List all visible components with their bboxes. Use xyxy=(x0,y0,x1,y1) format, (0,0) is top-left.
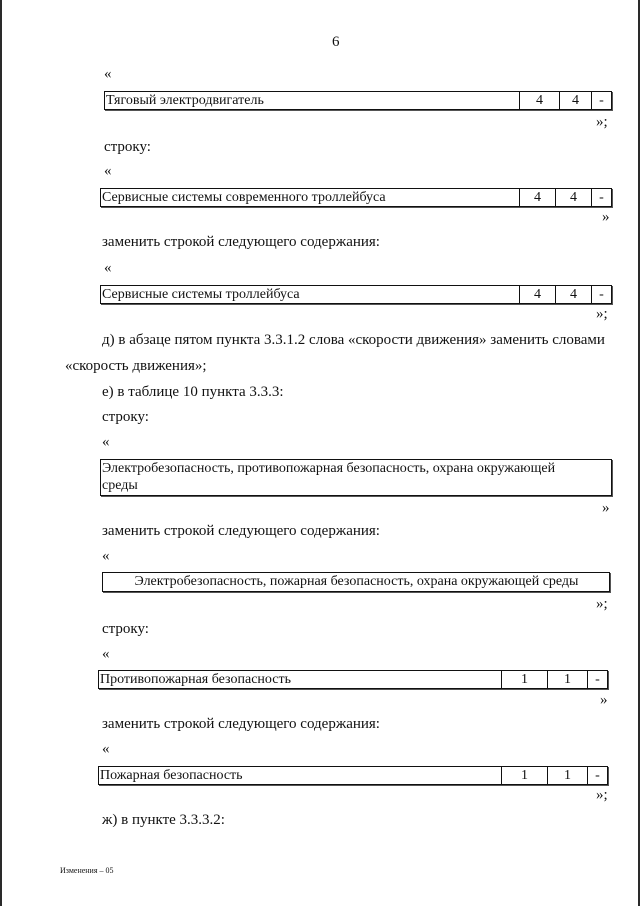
paragraph-d-line2: «скорость движения»; xyxy=(65,358,207,374)
close-quote: »; xyxy=(596,306,608,322)
open-quote: « xyxy=(104,66,112,82)
label-row: строку: xyxy=(102,409,149,425)
row-cell: - xyxy=(587,671,607,688)
label-replace: заменить строкой следующего содержания: xyxy=(102,716,380,732)
row-cell: 4 xyxy=(555,286,591,303)
row-cell: 4 xyxy=(559,92,591,109)
open-quote: « xyxy=(102,434,110,450)
row-name: Сервисные системы троллейбуса xyxy=(102,287,300,302)
label-replace: заменить строкой следующего содержания: xyxy=(102,234,380,250)
row-cell: - xyxy=(587,767,607,784)
row-cell: - xyxy=(591,92,611,109)
label-row: строку: xyxy=(104,139,151,155)
close-quote: »; xyxy=(596,596,608,612)
close-quote: »; xyxy=(596,114,608,130)
page-number: 6 xyxy=(332,34,340,50)
close-quote: »; xyxy=(596,787,608,803)
row-name: Противопожарная безопасность xyxy=(100,672,291,687)
table-row xyxy=(100,285,612,304)
row-cell: 1 xyxy=(501,767,547,784)
table-row xyxy=(102,572,610,592)
table-row xyxy=(98,766,608,785)
close-quote: » xyxy=(600,692,608,708)
row-cell: - xyxy=(591,189,611,206)
open-quote: « xyxy=(104,163,112,179)
row-name: Сервисные системы современного троллейбуса xyxy=(102,190,386,205)
row-cell: 1 xyxy=(501,671,547,688)
row-name: Пожарная безопасность xyxy=(100,768,243,783)
row-cell: - xyxy=(591,286,611,303)
row-cell: 1 xyxy=(547,671,587,688)
row-name: Тяговый электродвигатель xyxy=(106,93,264,108)
table-row xyxy=(98,670,608,689)
row-name-line1: Электробезопасность, противопожарная безопасность, охрана окружающей xyxy=(102,461,556,476)
label-replace: заменить строкой следующего содержания: xyxy=(102,523,380,539)
row-name: Электробезопасность, пожарная безопасность, охрана окружающей среды xyxy=(134,574,579,589)
open-quote: « xyxy=(104,260,112,276)
open-quote: « xyxy=(102,646,110,662)
footer-note: Изменения – 05 xyxy=(60,866,114,875)
row-cell: 1 xyxy=(547,767,587,784)
paragraph-e: е) в таблице 10 пункта 3.3.3: xyxy=(102,384,284,400)
table-row xyxy=(100,188,612,207)
open-quote: « xyxy=(102,548,110,564)
row-cell: 4 xyxy=(555,189,591,206)
row-cell: 4 xyxy=(519,286,555,303)
close-quote: » xyxy=(602,209,610,225)
close-quote: » xyxy=(602,500,610,516)
table-row xyxy=(104,91,612,110)
open-quote: « xyxy=(102,741,110,757)
table-row xyxy=(100,459,612,496)
row-name-line2: среды xyxy=(102,478,138,493)
paragraph-d-line1: д) в абзаце пятом пункта 3.3.1.2 слова «скорости движения» заменить словами xyxy=(102,332,605,348)
row-cell: 4 xyxy=(519,92,559,109)
paragraph-zh: ж) в пункте 3.3.3.2: xyxy=(102,812,225,828)
row-cell: 4 xyxy=(519,189,555,206)
label-row: строку: xyxy=(102,621,149,637)
